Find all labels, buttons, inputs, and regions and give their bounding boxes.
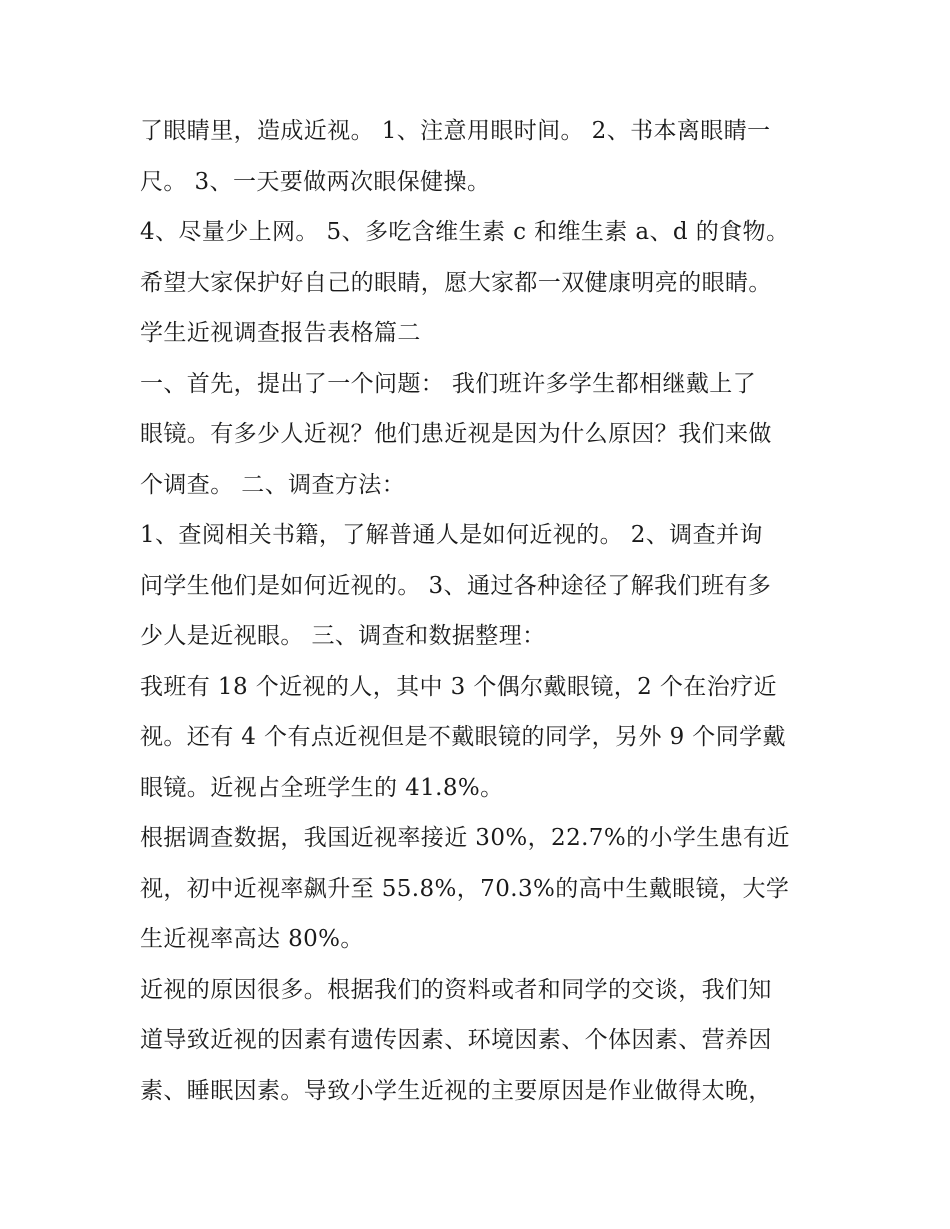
text-line: 根据调查数据，我国近视率接近 30%，22.7%的小学生患有近 xyxy=(140,825,790,851)
text-line: 尺。 3、一天要做两次眼保健操。 xyxy=(140,168,491,195)
text-line: 个调查。 二、调查方法： xyxy=(140,471,406,498)
text-line: 4、尽量少上网。 5、多吃含维生素 c 和维生素 a、d 的食物。 xyxy=(140,219,790,245)
text-line: 眼镜。有多少人近视？他们患近视是因为什么原因？我们来做 xyxy=(140,421,772,447)
text-line: 问学生他们是如何近视的。 3、通过各种途径了解我们班有多 xyxy=(140,572,772,599)
section-heading: 学生近视调查报告表格篇二 xyxy=(140,320,421,346)
text-line: 视。还有 4 个有点近视但是不戴眼镜的同学，另外 9 个同学戴 xyxy=(140,724,786,750)
text-line: 1、查阅相关书籍，了解普通人是如何近视的。 2、调查并询 xyxy=(140,522,763,548)
text-line: 少人是近视眼。 三、调查和数据整理： xyxy=(140,623,546,649)
text-line: 一、首先，提出了一个问题： 我们班许多学生都相继戴上了 xyxy=(140,370,757,397)
text-line: 我班有 18 个近视的人，其中 3 个偶尔戴眼镜，2 个在治疗近 xyxy=(140,673,777,700)
text-line: 眼镜。近视占全班学生的 41.8%。 xyxy=(140,774,504,801)
text-line: 视，初中近视率飙升至 55.8%，70.3%的高中生戴眼镜，大学 xyxy=(140,875,790,902)
text-line: 素、睡眠因素。导致小学生近视的主要原因是作业做得太晚， xyxy=(140,1077,772,1104)
text-line: 生近视率高达 80%。 xyxy=(140,926,364,952)
document-body xyxy=(140,106,820,1116)
text-line: 希望大家保护好自己的眼睛，愿大家都一双健康明亮的眼睛。 xyxy=(140,269,772,296)
text-line: 了眼睛里，造成近视。 1、注意用眼时间。 2、书本离眼睛一 xyxy=(140,118,771,144)
text-line: 道导致近视的因素有遗传因素、环境因素、个体因素、营养因 xyxy=(140,1027,772,1053)
text-line: 近视的原因很多。根据我们的资料或者和同学的交谈，我们知 xyxy=(140,976,772,1003)
